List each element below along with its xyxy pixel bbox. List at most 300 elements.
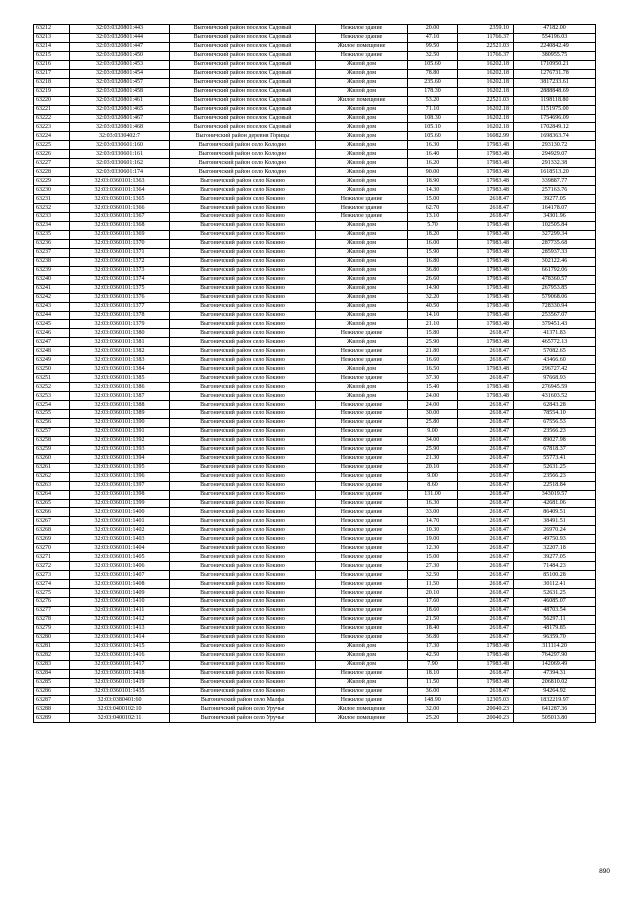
area-cell: 15.40 <box>408 383 458 392</box>
row-number-cell: 63237 <box>34 248 70 257</box>
cadastral-value-cell: 296727.42 <box>514 365 596 374</box>
row-number-cell: 63218 <box>34 78 70 87</box>
cadastral-value-cell: 3817233.61 <box>514 78 596 87</box>
address-cell: Выгоничский район село Кокино <box>170 221 316 230</box>
cadastral-number-cell: 32:03:0360101:1403 <box>70 535 170 544</box>
address-cell: Выгоничский район село Кокино <box>170 213 316 222</box>
table-row <box>34 365 596 374</box>
cadastral-number-cell: 32:03:0320801:465 <box>70 105 170 114</box>
cadastral-value-cell: 276945.59 <box>514 383 596 392</box>
unit-value-cell: 17983.48 <box>458 275 514 284</box>
row-number-cell: 63223 <box>34 123 70 132</box>
address-cell: Выгоничский район село Кокино <box>170 687 316 696</box>
object-type-cell: Нежилое здание <box>316 598 408 607</box>
cadastral-number-cell: 32:03:0320801:444 <box>70 33 170 42</box>
unit-value-cell: 2618.47 <box>458 454 514 463</box>
area-cell: 71.10 <box>408 105 458 114</box>
unit-value-cell: 17983.48 <box>458 266 514 275</box>
object-type-cell: Жилое помещение <box>316 42 408 51</box>
row-number-cell: 63281 <box>34 642 70 651</box>
unit-value-cell: 2359.10 <box>458 25 514 34</box>
cadastral-number-cell: 32:03:0360101:1381 <box>70 338 170 347</box>
cadastral-value-cell: 43466.60 <box>514 356 596 365</box>
cadastral-value-cell: 554196.03 <box>514 33 596 42</box>
table-row <box>34 51 596 60</box>
table-row <box>34 454 596 463</box>
cadastral-value-cell: 47394.31 <box>514 669 596 678</box>
cadastral-value-cell: 206810.02 <box>514 678 596 687</box>
area-cell: 8.60 <box>408 481 458 490</box>
table-row <box>34 481 596 490</box>
area-cell: 105.60 <box>408 60 458 69</box>
table-row <box>34 526 596 535</box>
row-number-cell: 63233 <box>34 213 70 222</box>
address-cell: Выгоничский район поселок Садовый <box>170 114 316 123</box>
address-cell: Выгоничский район село Кокино <box>170 589 316 598</box>
cadastral-number-cell: 32:03:0360101:1380 <box>70 329 170 338</box>
cadastral-value-cell: 94264.92 <box>514 687 596 696</box>
row-number-cell: 63240 <box>34 275 70 284</box>
cadastral-number-cell: 32:03:0360101:1374 <box>70 275 170 284</box>
unit-value-cell: 17983.48 <box>458 141 514 150</box>
cadastral-number-cell: 32:03:0360101:1400 <box>70 508 170 517</box>
table-row <box>34 517 596 526</box>
object-type-cell: Жилое помещение <box>316 714 408 723</box>
cadastral-value-cell: 1710950.21 <box>514 60 596 69</box>
address-cell: Выгоничский район село Кокино <box>170 356 316 365</box>
area-cell: 13.10 <box>408 213 458 222</box>
cadastral-number-cell: 32:03:0360101:1365 <box>70 195 170 204</box>
row-number-cell: 63274 <box>34 580 70 589</box>
unit-value-cell: 12305.03 <box>458 696 514 705</box>
row-number-cell: 63287 <box>34 696 70 705</box>
address-cell: Выгоничский район село Колодно <box>170 168 316 177</box>
address-cell: Выгоничский район село Кокино <box>170 347 316 356</box>
cadastral-value-cell: 339887.77 <box>514 177 596 186</box>
area-cell: 36.80 <box>408 633 458 642</box>
row-number-cell: 63215 <box>34 51 70 60</box>
unit-value-cell: 2618.47 <box>458 544 514 553</box>
object-type-cell: Нежилое здание <box>316 696 408 705</box>
object-type-cell: Нежилое здание <box>316 571 408 580</box>
cadastral-value-cell: 39277.05 <box>514 195 596 204</box>
object-type-cell: Жилой дом <box>316 275 408 284</box>
cadastral-number-cell: 32:03:0360101:1398 <box>70 490 170 499</box>
table-row <box>34 696 596 705</box>
cadastral-value-cell: 89027.98 <box>514 436 596 445</box>
unit-value-cell: 17983.48 <box>458 320 514 329</box>
address-cell: Выгоничский район село Кокино <box>170 454 316 463</box>
unit-value-cell: 2618.47 <box>458 195 514 204</box>
unit-value-cell: 2618.47 <box>458 347 514 356</box>
unit-value-cell: 2618.47 <box>458 499 514 508</box>
object-type-cell: Жилой дом <box>316 284 408 293</box>
area-cell: 25.20 <box>408 714 458 723</box>
row-number-cell: 63256 <box>34 418 70 427</box>
area-cell: 11.50 <box>408 678 458 687</box>
object-type-cell: Нежилое здание <box>316 356 408 365</box>
address-cell: Выгоничский район село Кокино <box>170 678 316 687</box>
cadastral-value-cell: 23566.23 <box>514 472 596 481</box>
row-number-cell: 63222 <box>34 114 70 123</box>
cadastral-value-cell: 97668.93 <box>514 374 596 383</box>
row-number-cell: 63284 <box>34 669 70 678</box>
area-cell: 105.60 <box>408 132 458 141</box>
cadastral-value-cell: 661792.06 <box>514 266 596 275</box>
unit-value-cell: 17983.48 <box>458 338 514 347</box>
cadastral-number-cell: 32:03:0360101:1364 <box>70 186 170 195</box>
table-row <box>34 642 596 651</box>
unit-value-cell: 2618.47 <box>458 374 514 383</box>
table-row <box>34 499 596 508</box>
row-number-cell: 63230 <box>34 186 70 195</box>
object-type-cell: Нежилое здание <box>316 553 408 562</box>
object-type-cell: Жилой дом <box>316 221 408 230</box>
row-number-cell: 63272 <box>34 562 70 571</box>
table-row <box>34 150 596 159</box>
cadastral-number-cell: 32:03:0400102:10 <box>70 705 170 714</box>
cadastral-value-cell: 39277.05 <box>514 553 596 562</box>
table-row <box>34 427 596 436</box>
row-number-cell: 63267 <box>34 517 70 526</box>
cadastral-value-cell: 56297.11 <box>514 615 596 624</box>
address-cell: Выгоничский район село Кокино <box>170 633 316 642</box>
row-number-cell: 63246 <box>34 329 70 338</box>
area-cell: 62.70 <box>408 204 458 213</box>
table-row <box>34 463 596 472</box>
cadastral-value-cell: 293130.72 <box>514 141 596 150</box>
cadastral-number-cell: 32:03:0360101:1385 <box>70 374 170 383</box>
object-type-cell: Жилое помещение <box>316 705 408 714</box>
object-type-cell: Нежилое здание <box>316 606 408 615</box>
unit-value-cell: 17983.48 <box>458 365 514 374</box>
object-type-cell: Жилой дом <box>316 302 408 311</box>
unit-value-cell: 17983.48 <box>458 159 514 168</box>
cadastral-number-cell: 32:03:0360101:1402 <box>70 526 170 535</box>
unit-value-cell: 2618.47 <box>458 562 514 571</box>
cadastral-value-cell: 96359.70 <box>514 633 596 642</box>
address-cell: Выгоничский район село Кокино <box>170 275 316 284</box>
cadastral-value-cell: 71484.23 <box>514 562 596 571</box>
object-type-cell: Жилой дом <box>316 78 408 87</box>
unit-value-cell: 17983.48 <box>458 239 514 248</box>
row-number-cell: 63250 <box>34 365 70 374</box>
table-row <box>34 535 596 544</box>
unit-value-cell: 17983.48 <box>458 642 514 651</box>
unit-value-cell: 16082.99 <box>458 132 514 141</box>
object-type-cell: Нежилое здание <box>316 347 408 356</box>
object-type-cell: Нежилое здание <box>316 589 408 598</box>
object-type-cell: Нежилое здание <box>316 633 408 642</box>
row-number-cell: 63227 <box>34 159 70 168</box>
cadastral-value-cell: 34301.96 <box>514 213 596 222</box>
cadastral-number-cell: 32:03:0330601:162 <box>70 159 170 168</box>
table-row <box>34 598 596 607</box>
cadastral-number-cell: 32:03:0380401:60 <box>70 696 170 705</box>
cadastral-number-cell: 32:03:0360101:1414 <box>70 633 170 642</box>
row-number-cell: 63229 <box>34 177 70 186</box>
unit-value-cell: 16202.18 <box>458 60 514 69</box>
cadastral-value-cell: 164178.07 <box>514 204 596 213</box>
area-cell: 25.90 <box>408 445 458 454</box>
area-cell: 14.30 <box>408 186 458 195</box>
area-cell: 36.80 <box>408 266 458 275</box>
table-row <box>34 177 596 186</box>
unit-value-cell: 2618.47 <box>458 687 514 696</box>
unit-value-cell: 2618.47 <box>458 427 514 436</box>
object-type-cell: Жилой дом <box>316 320 408 329</box>
unit-value-cell: 16202.18 <box>458 87 514 96</box>
area-cell: 33.00 <box>408 508 458 517</box>
table-row <box>34 705 596 714</box>
area-cell: 26.60 <box>408 275 458 284</box>
unit-value-cell: 17983.48 <box>458 230 514 239</box>
area-cell: 25.90 <box>408 338 458 347</box>
area-cell: 21.10 <box>408 320 458 329</box>
cadastral-value-cell: 380955.75 <box>514 51 596 60</box>
unit-value-cell: 17983.48 <box>458 660 514 669</box>
unit-value-cell: 2618.47 <box>458 571 514 580</box>
row-number-cell: 63249 <box>34 356 70 365</box>
row-number-cell: 63257 <box>34 427 70 436</box>
table-row <box>34 714 596 723</box>
area-cell: 11.50 <box>408 580 458 589</box>
unit-value-cell: 17983.48 <box>458 150 514 159</box>
object-type-cell: Нежилое здание <box>316 535 408 544</box>
cadastral-value-cell: 85100.28 <box>514 571 596 580</box>
cadastral-value-cell: 57082.65 <box>514 347 596 356</box>
table-body <box>34 25 596 723</box>
row-number-cell: 63260 <box>34 454 70 463</box>
table-row <box>34 589 596 598</box>
address-cell: Выгоничский район село Кокино <box>170 651 316 660</box>
object-type-cell: Жилой дом <box>316 642 408 651</box>
cadastral-value-cell: 1832219.97 <box>514 696 596 705</box>
cadastral-number-cell: 32:03:0360101:1369 <box>70 230 170 239</box>
address-cell: Выгоничский район село Колодно <box>170 159 316 168</box>
unit-value-cell: 11766.37 <box>458 33 514 42</box>
address-cell: Выгоничский район поселок Садовый <box>170 33 316 42</box>
cadastral-value-cell: 267953.85 <box>514 284 596 293</box>
cadastral-value-cell: 52631.25 <box>514 463 596 472</box>
unit-value-cell: 17983.48 <box>458 302 514 311</box>
cadastral-value-cell: 41371.83 <box>514 329 596 338</box>
cadastral-value-cell: 478360.57 <box>514 275 596 284</box>
table-row <box>34 329 596 338</box>
object-type-cell: Жилой дом <box>316 660 408 669</box>
row-number-cell: 63258 <box>34 436 70 445</box>
cadastral-value-cell: 253567.07 <box>514 311 596 320</box>
row-number-cell: 63276 <box>34 598 70 607</box>
table-row <box>34 409 596 418</box>
unit-value-cell: 16202.18 <box>458 78 514 87</box>
cadastral-value-cell: 728330.94 <box>514 302 596 311</box>
table-row <box>34 311 596 320</box>
address-cell: Выгоничский район село Кокино <box>170 436 316 445</box>
unit-value-cell: 17983.48 <box>458 186 514 195</box>
cadastral-number-cell: 32:03:0360101:1379 <box>70 320 170 329</box>
unit-value-cell: 2618.47 <box>458 535 514 544</box>
cadastral-number-cell: 32:03:0360101:1372 <box>70 257 170 266</box>
address-cell: Выгоничский район село Кокино <box>170 481 316 490</box>
object-type-cell: Жилой дом <box>316 150 408 159</box>
cadastral-number-cell: 32:03:0360101:1373 <box>70 266 170 275</box>
object-type-cell: Жилой дом <box>316 266 408 275</box>
unit-value-cell: 2618.47 <box>458 418 514 427</box>
row-number-cell: 63254 <box>34 401 70 410</box>
area-cell: 16.30 <box>408 141 458 150</box>
row-number-cell: 63289 <box>34 714 70 723</box>
unit-value-cell: 17983.48 <box>458 293 514 302</box>
object-type-cell: Нежилое здание <box>316 490 408 499</box>
row-number-cell: 63285 <box>34 678 70 687</box>
cadastral-number-cell: 32:03:0320801:454 <box>70 69 170 78</box>
address-cell: Выгоничский район село Кокино <box>170 418 316 427</box>
row-number-cell: 63286 <box>34 687 70 696</box>
object-type-cell: Жилой дом <box>316 87 408 96</box>
object-type-cell: Нежилое здание <box>316 204 408 213</box>
cadastral-value-cell: 42681.06 <box>514 499 596 508</box>
row-number-cell: 63268 <box>34 526 70 535</box>
object-type-cell: Нежилое здание <box>316 463 408 472</box>
address-cell: Выгоничский район село Кокино <box>170 606 316 615</box>
table-row <box>34 553 596 562</box>
area-cell: 32.20 <box>408 293 458 302</box>
unit-value-cell: 2618.47 <box>458 669 514 678</box>
object-type-cell: Нежилое здание <box>316 517 408 526</box>
cadastral-value-cell: 465772.13 <box>514 338 596 347</box>
address-cell: Выгоничский район село Кокино <box>170 526 316 535</box>
area-cell: 7.90 <box>408 660 458 669</box>
row-number-cell: 63269 <box>34 535 70 544</box>
cadastral-value-cell: 67556.53 <box>514 418 596 427</box>
area-cell: 18.10 <box>408 669 458 678</box>
unit-value-cell: 17983.48 <box>458 177 514 186</box>
row-number-cell: 63216 <box>34 60 70 69</box>
area-cell: 37.30 <box>408 374 458 383</box>
unit-value-cell: 17983.48 <box>458 392 514 401</box>
cadastral-value-cell: 48179.85 <box>514 624 596 633</box>
area-cell: 24.00 <box>408 392 458 401</box>
object-type-cell: Жилой дом <box>316 60 408 69</box>
row-number-cell: 63275 <box>34 589 70 598</box>
cadastral-number-cell: 32:03:0360101:1382 <box>70 347 170 356</box>
object-type-cell: Нежилое здание <box>316 25 408 34</box>
object-type-cell: Жилой дом <box>316 678 408 687</box>
object-type-cell: Нежилое здание <box>316 195 408 204</box>
object-type-cell: Нежилое здание <box>316 213 408 222</box>
address-cell: Выгоничский район село Малфа <box>170 696 316 705</box>
cadastral-value-cell: 257163.76 <box>514 186 596 195</box>
table-row <box>34 123 596 132</box>
address-cell: Выгоничский район село Кокино <box>170 284 316 293</box>
area-cell: 14.10 <box>408 311 458 320</box>
row-number-cell: 63288 <box>34 705 70 714</box>
cadastral-value-cell: 327299.34 <box>514 230 596 239</box>
address-cell: Выгоничский район село Кокино <box>170 195 316 204</box>
cadastral-value-cell: 1276731.78 <box>514 69 596 78</box>
area-cell: 16.40 <box>408 150 458 159</box>
cadastral-value-cell: 291332.38 <box>514 159 596 168</box>
unit-value-cell: 2618.47 <box>458 329 514 338</box>
object-type-cell: Жилой дом <box>316 186 408 195</box>
row-number-cell: 63278 <box>34 615 70 624</box>
table-row <box>34 418 596 427</box>
row-number-cell: 63266 <box>34 508 70 517</box>
object-type-cell: Нежилое здание <box>316 526 408 535</box>
table-row <box>34 687 596 696</box>
cadastral-number-cell: 32:03:0360101:1367 <box>70 213 170 222</box>
row-number-cell: 63245 <box>34 320 70 329</box>
area-cell: 16.20 <box>408 159 458 168</box>
table-row <box>34 168 596 177</box>
object-type-cell: Нежилое здание <box>316 374 408 383</box>
object-type-cell: Жилой дом <box>316 257 408 266</box>
row-number-cell: 63212 <box>34 25 70 34</box>
address-cell: Выгоничский район село Кокино <box>170 409 316 418</box>
cadastral-number-cell: 32:03:0320801:443 <box>70 25 170 34</box>
address-cell: Выгоничский район село Кокино <box>170 266 316 275</box>
cadastral-value-cell: 49750.93 <box>514 535 596 544</box>
object-type-cell: Нежилое здание <box>316 33 408 42</box>
object-type-cell: Нежилое здание <box>316 580 408 589</box>
object-type-cell: Нежилое здание <box>316 454 408 463</box>
cadastral-number-cell: 32:03:0360101:1393 <box>70 445 170 454</box>
area-cell: 15.80 <box>408 329 458 338</box>
cadastral-value-cell: 22518.84 <box>514 481 596 490</box>
area-cell: 18.20 <box>408 230 458 239</box>
row-number-cell: 63244 <box>34 311 70 320</box>
unit-value-cell: 17983.48 <box>458 678 514 687</box>
cadastral-number-cell: 32:03:0360101:1378 <box>70 311 170 320</box>
area-cell: 14.70 <box>408 517 458 526</box>
row-number-cell: 63219 <box>34 87 70 96</box>
property-registry-table <box>33 24 596 723</box>
row-number-cell: 63231 <box>34 195 70 204</box>
area-cell: 42.50 <box>408 651 458 660</box>
unit-value-cell: 2618.47 <box>458 633 514 642</box>
table-row <box>34 490 596 499</box>
area-cell: 178.30 <box>408 87 458 96</box>
cadastral-number-cell: 32:03:0360101:1413 <box>70 624 170 633</box>
address-cell: Выгоничский район село Колодно <box>170 141 316 150</box>
address-cell: Выгоничский район поселок Садовый <box>170 42 316 51</box>
row-number-cell: 63279 <box>34 624 70 633</box>
object-type-cell: Жилой дом <box>316 311 408 320</box>
table-row <box>34 624 596 633</box>
row-number-cell: 63263 <box>34 481 70 490</box>
cadastral-value-cell: 23566.23 <box>514 427 596 436</box>
area-cell: 16.50 <box>408 365 458 374</box>
row-number-cell: 63214 <box>34 42 70 51</box>
object-type-cell: Нежилое здание <box>316 615 408 624</box>
table-row <box>34 96 596 105</box>
unit-value-cell: 2618.47 <box>458 463 514 472</box>
cadastral-number-cell: 32:03:0360101:1410 <box>70 598 170 607</box>
area-cell: 25.80 <box>408 418 458 427</box>
area-cell: 235.60 <box>408 78 458 87</box>
area-cell: 5.70 <box>408 221 458 230</box>
cadastral-number-cell: 32:03:0360101:1412 <box>70 615 170 624</box>
unit-value-cell: 2618.47 <box>458 356 514 365</box>
address-cell: Выгоничский район поселок Садовый <box>170 87 316 96</box>
table-row <box>34 266 596 275</box>
table-row <box>34 132 596 141</box>
object-type-cell: Жилой дом <box>316 365 408 374</box>
table-row <box>34 141 596 150</box>
object-type-cell: Нежилое здание <box>316 329 408 338</box>
area-cell: 9.00 <box>408 472 458 481</box>
